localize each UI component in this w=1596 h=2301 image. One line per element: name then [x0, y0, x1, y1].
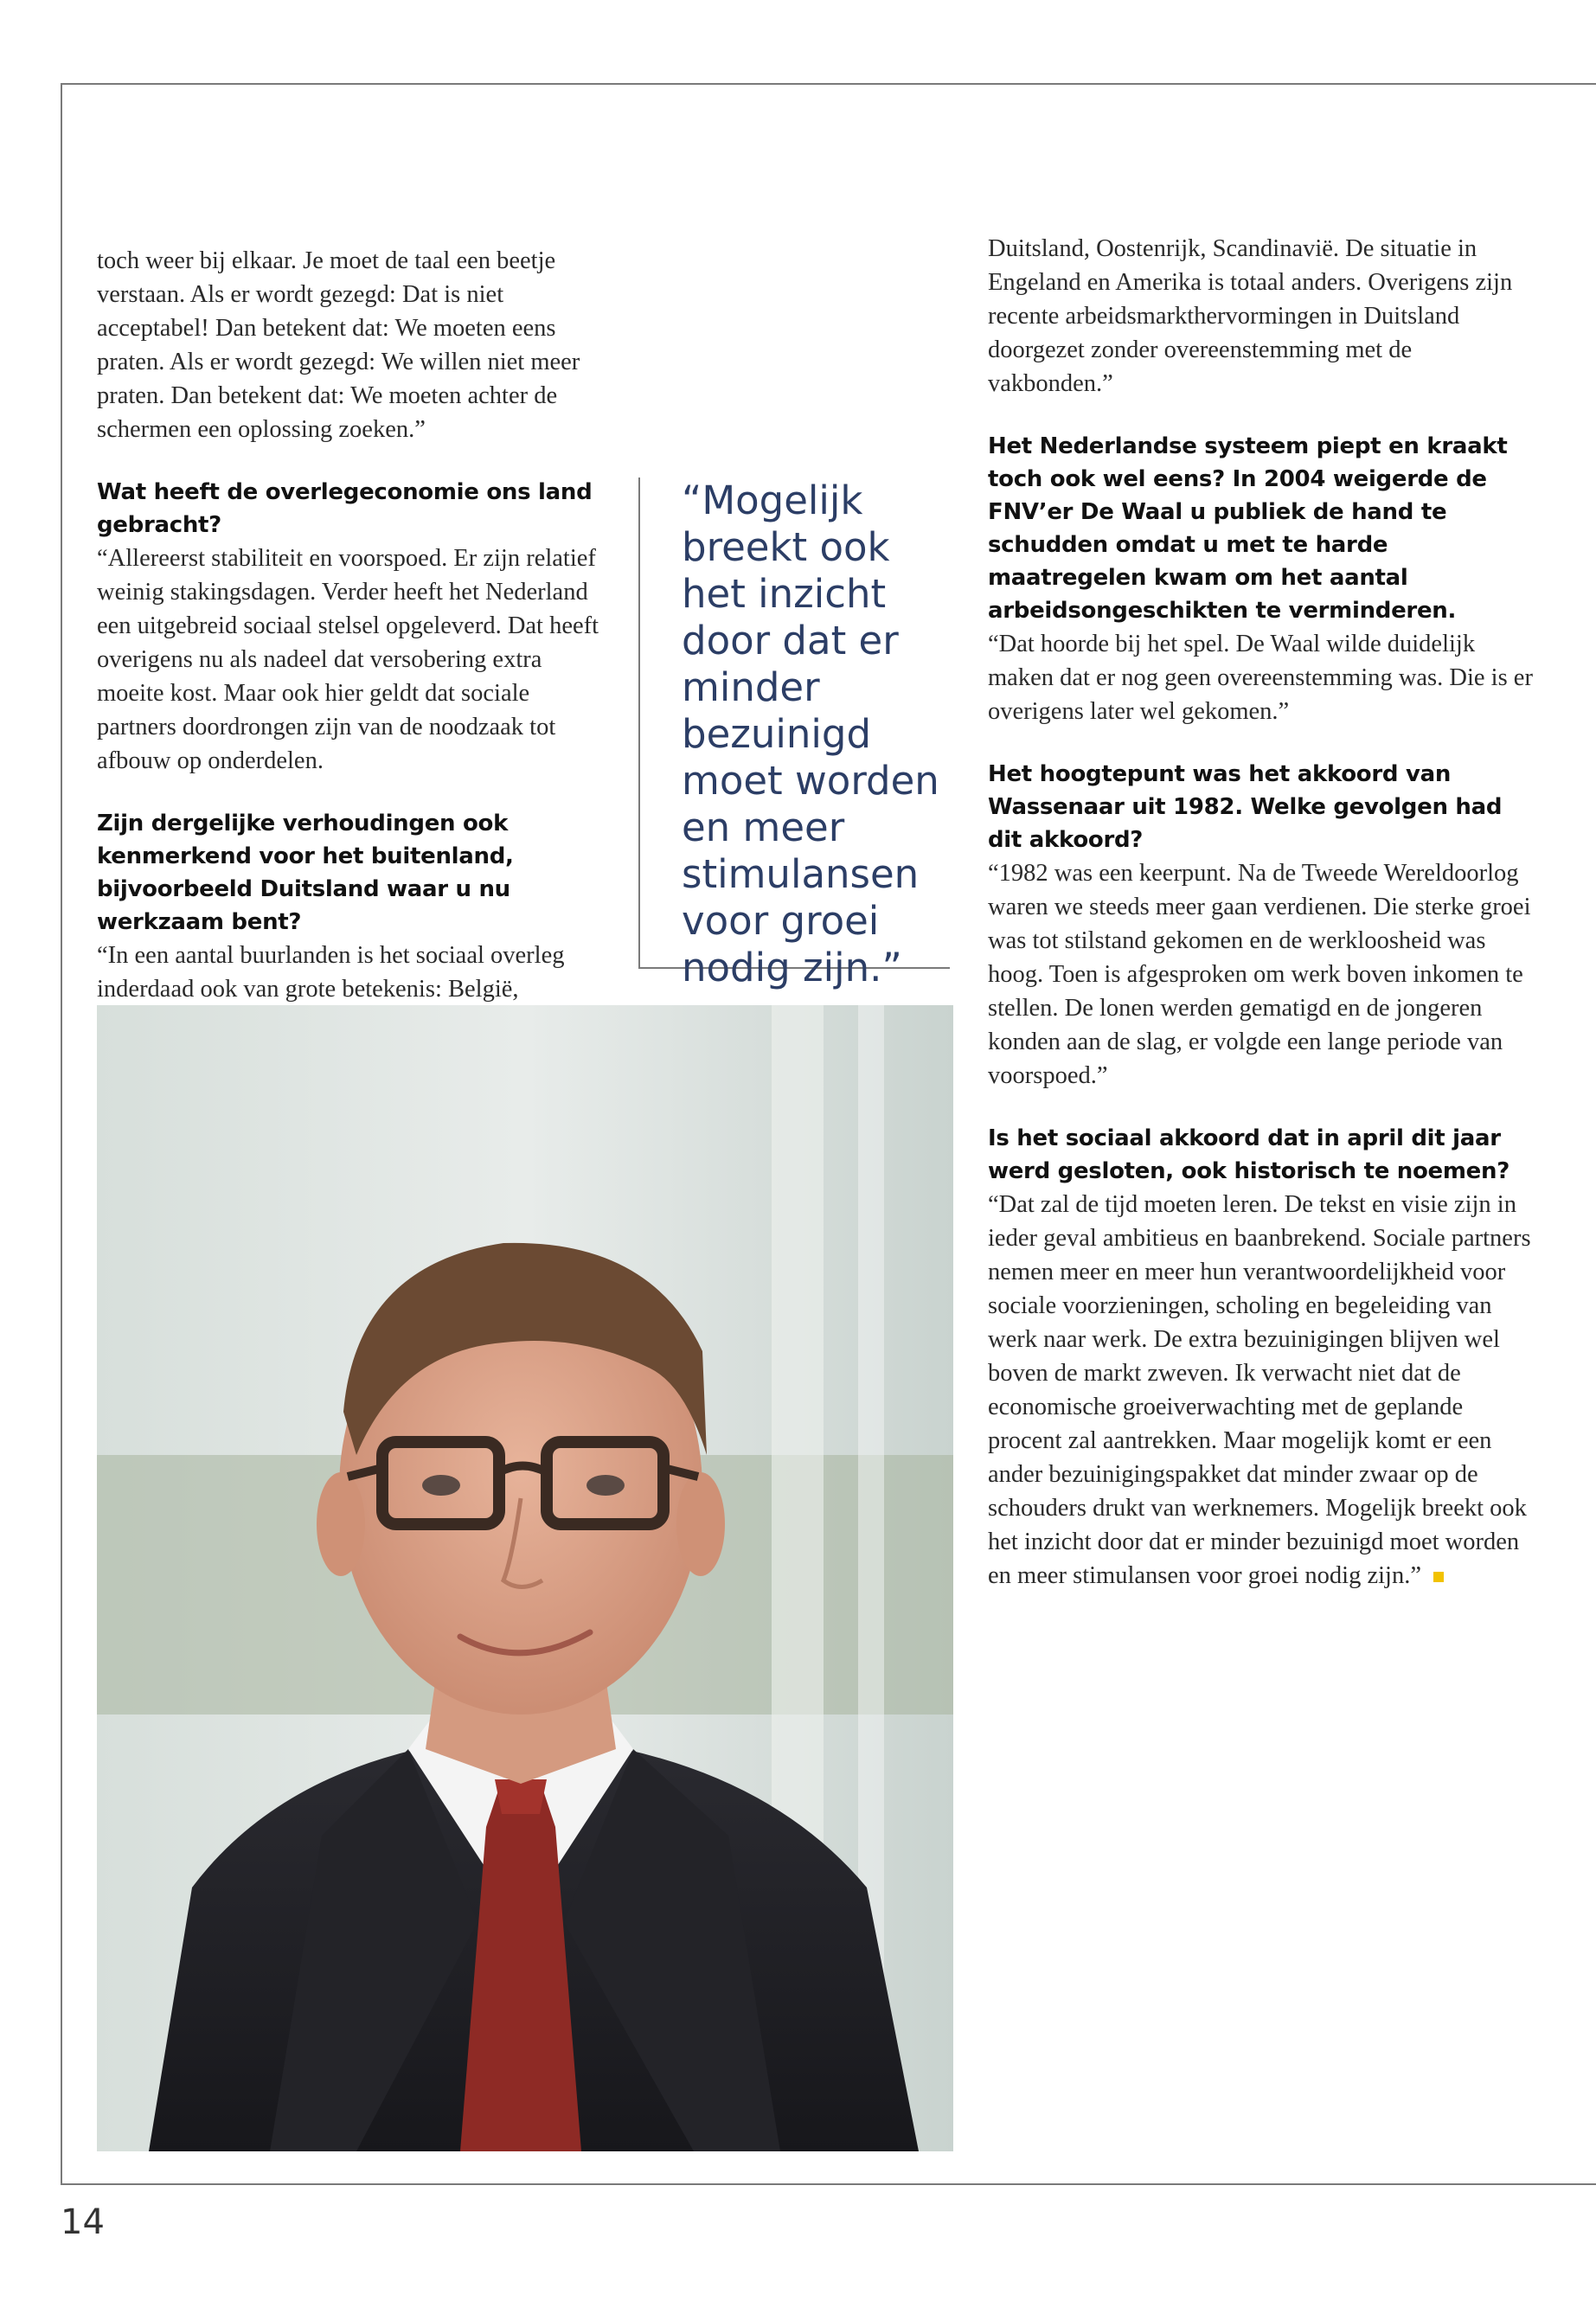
portrait-illustration: [97, 1005, 953, 2151]
answer-paragraph: “Dat hoorde bij het spel. De Waal wilde duidelijk maken dat er nog geen overeenstemming was. Die is er overigens later wel gekomen.”: [988, 631, 1533, 725]
question-heading: Is het sociaal akkoord dat in april dit jaar werd gesloten, ook historisch te noemen?: [988, 1125, 1510, 1184]
column-left: [97, 244, 607, 1006]
paragraph: Duitsland, Oostenrijk, Scandinavië. De situatie in Engeland en Amerika is totaal anders. Overigens zijn recente arbeidsmarkthervormingen in Duitsland doorgezet zonder overeenstemming met de vakbonden.”: [988, 235, 1513, 397]
paragraph: toch weer bij elkaar. Je moet de taal een beetje verstaan. Als er wordt gezegd: Dat is niet acceptabel! Dan betekent dat: We moeten eens praten. Als er wordt gezegd: We willen niet meer praten. Dan betekent dat: We moeten achter de schermen een oplossing zoeken.”: [97, 247, 580, 443]
portrait-photo: [97, 1005, 953, 2151]
pull-quote: “Mogelijk breekt ook het inzicht door dat er minder bezuinigd moet worden en meer stimulansen voor groei nodig zijn.”: [682, 478, 939, 990]
column-right: [988, 232, 1542, 1593]
answer-paragraph: “Allereerst stabiliteit en voorspoed. Er zijn relatief weinig stakingsdagen. Verder heeft het Nederland een uitgebreid sociaal stelsel opgeleverd. Dat heeft overigens nu als nadeel dat versobering extra moeite kost. Maar ook hier geldt dat sociale partners doordrongen zijn van de noodzaak tot afbouw op onderdelen.: [97, 545, 599, 774]
end-of-article-mark: [1433, 1572, 1444, 1582]
question-heading: Het Nederlandse systeem piept en kraakt toch ook wel eens? In 2004 weigerde de FNV’er De Waal u publiek de hand te schudden omdat u met te harde maatregelen kwam om het aantal arbeidsongeschikten te verminderen.: [988, 433, 1508, 624]
question-heading: Wat heeft de overlegeconomie ons land gebracht?: [97, 479, 593, 538]
question-heading: Zijn dergelijke verhoudingen ook kenmerkend voor het buitenland, bijvoorbeeld Duitsland waar u nu werkzaam bent?: [97, 811, 514, 935]
answer-paragraph: “1982 was een keerpunt. Na de Tweede Wereldoorlog waren we steeds meer gaan verdienen. Die sterke groei was tot stilstand gekomen en de werkloosheid was hoog. Toen is afgesproken om werk boven inkomen te stellen. De lonen werden gematigd en de jongeren konden aan de slag, er volgde een lange periode van voorspoed.”: [988, 860, 1531, 1089]
pull-quote-box: [638, 478, 950, 990]
question-heading: Het hoogtepunt was het akkoord van Wassenaar uit 1982. Welke gevolgen had dit akkoord?: [988, 761, 1503, 853]
answer-text: “Dat zal de tijd moeten leren. De tekst en visie zijn in ieder geval ambitieus en baanbrekend. Sociale partners nemen meer en meer hun verantwoordelijkheid voor sociale voorzieningen, scholing en begeleiding van werk naar werk. De extra bezuinigingen blijven wel boven de markt zweven. Ik verwacht niet dat de economische groeiverwachting met de geplande procent zal aantrekken. Maar mogelijk komt er een ander bezuinigingspakket dat minder zwaar op de schouders drukt van werknemers. Mogelijk breekt ook het inzicht door dat er minder bezuinigd moet worden en meer stimulansen voor groei nodig zijn.”: [988, 1191, 1531, 1589]
answer-paragraph: “In een aantal buurlanden is het sociaal overleg inderdaad ook van grote betekenis: België,: [97, 942, 565, 1003]
page-number: 14: [61, 2202, 105, 2242]
answer-paragraph: [988, 1188, 1542, 1593]
